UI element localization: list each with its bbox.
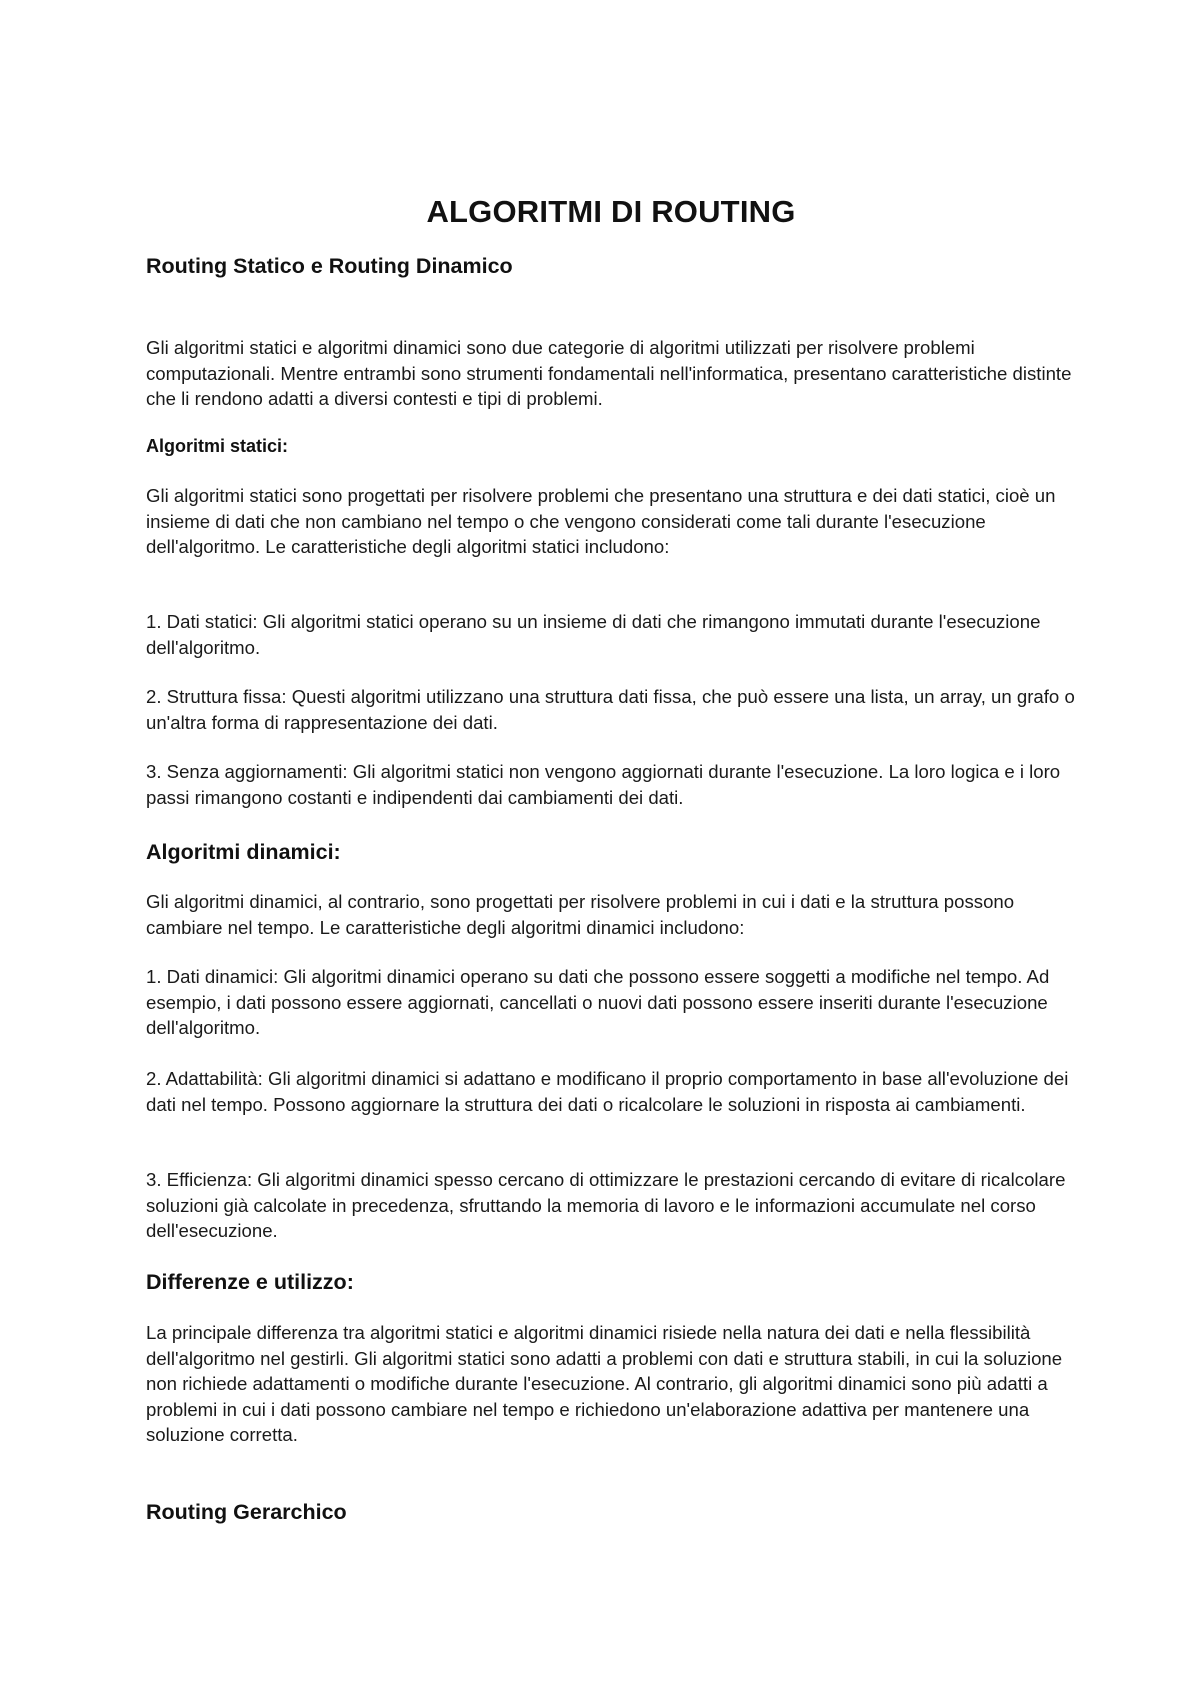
static-intro-paragraph: Gli algoritmi statici sono progettati per risolvere problemi che presentano una struttura e dei dati statici, cioè un insieme di dati che non cambiano nel tempo o che vengono considerati come tali durante l'esecuzione dell'algoritmo. Le caratteristiche degli algoritmi statici includono: (146, 485, 1056, 558)
static-list-item-3: 3. Senza aggiornamenti: Gli algoritmi statici non vengono aggiornati durante l'esecuzione. La loro logica e i loro passi rimangono costanti e indipendenti dai cambiamenti dei dati. (146, 761, 1061, 808)
dynamic-list-item-2: 2. Adattabilità: Gli algoritmi dinamici si adattano e modificano il proprio comportamento in base all'evoluzione dei dati nel tempo. Possono aggiornare la struttura dei dati o ricalcolare le soluzioni in risposta ai cambiamenti. (146, 1068, 1069, 1115)
subheading-algoritmi-dinamici: Algoritmi dinamici: (146, 840, 341, 864)
subheading-algoritmi-statici: Algoritmi statici: (146, 436, 289, 456)
section-heading-routing-gerarchico: Routing Gerarchico (146, 1500, 347, 1524)
intro-paragraph: Gli algoritmi statici e algoritmi dinamici sono due categorie di algoritmi utilizzati per risolvere problemi computazionali. Mentre entrambi sono strumenti fondamentali nell'informatica, presentano caratteristiche distinte che li rendono adatti a diversi contesti e tipi di problemi. (146, 337, 1072, 410)
dynamic-list-item-3: 3. Efficienza: Gli algoritmi dinamici spesso cercano di ottimizzare le prestazioni cercando di evitare di ricalcolare soluzioni già calcolate in precedenza, sfruttando la memoria di lavoro e le informazioni accumulate nel corso dell'esecuzione. (146, 1169, 1066, 1242)
static-list-item-1: 1. Dati statici: Gli algoritmi statici operano su un insieme di dati che rimangono immutati durante l'esecuzione dell'algoritmo. (146, 611, 1041, 658)
document-title: ALGORITMI DI ROUTING (426, 194, 796, 229)
dynamic-list-item-1: 1. Dati dinamici: Gli algoritmi dinamici operano su dati che possono essere soggetti a modifiche nel tempo. Ad esempio, i dati possono essere aggiornati, cancellati o nuovi dati possono essere inseriti durante l'esecuzione dell'algoritmo. (146, 966, 1050, 1039)
differences-paragraph: La principale differenza tra algoritmi statici e algoritmi dinamici risiede nella natura dei dati e nella flessibilità dell'algoritmo nel gestirli. Gli algoritmi statici sono adatti a problemi con dati e struttura stabili, in cui la soluzione non richiede adattamenti o modifiche durante l'esecuzione. Al contrario, gli algoritmi dinamici sono più adatti a problemi in cui i dati possono cambiare nel tempo e richiedono un'elaborazione adattiva per mantenere una soluzione corretta. (146, 1322, 1063, 1446)
subheading-differenze-utilizzo: Differenze e utilizzo: (146, 1270, 354, 1294)
section-heading-routing-statico-dinamico: Routing Statico e Routing Dinamico (146, 254, 513, 278)
static-list-item-2: 2. Struttura fissa: Questi algoritmi utilizzano una struttura dati fissa, che può essere una lista, un array, un grafo o un'altra forma di rappresentazione dei dati. (146, 686, 1075, 733)
dynamic-intro-paragraph: Gli algoritmi dinamici, al contrario, sono progettati per risolvere problemi in cui i dati e la struttura possono cambiare nel tempo. Le caratteristiche degli algoritmi dinamici includono: (146, 891, 1015, 938)
